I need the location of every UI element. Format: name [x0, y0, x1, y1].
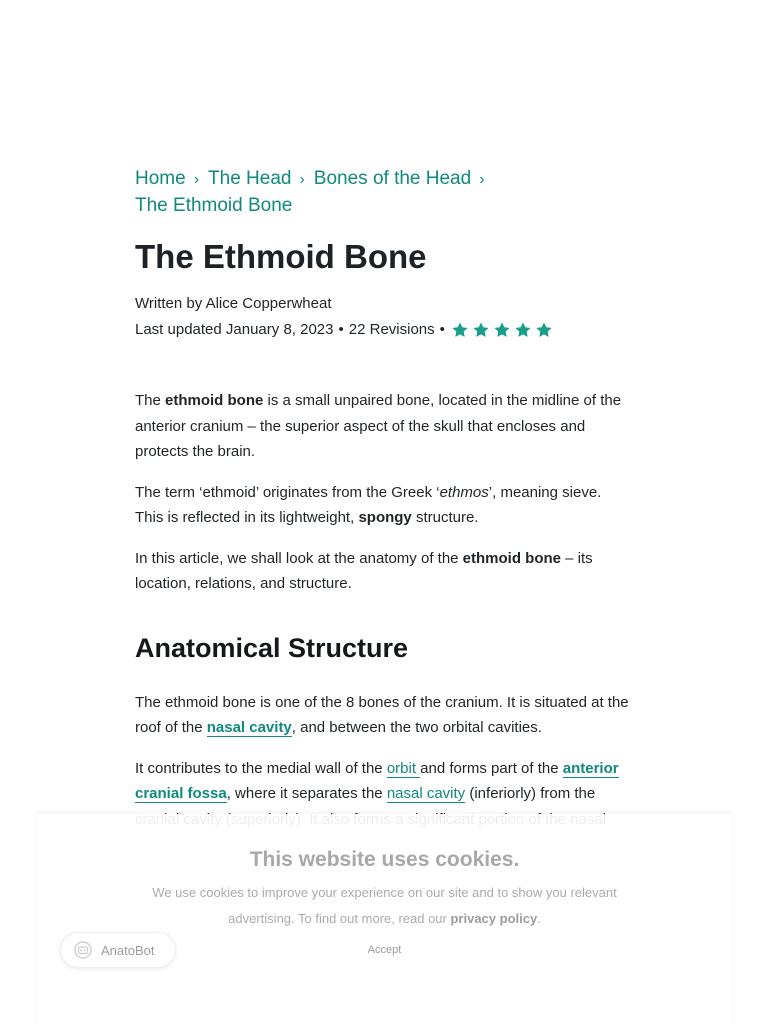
breadcrumb-current[interactable]: The Ethmoid Bone [135, 195, 293, 216]
article-body [135, 388, 633, 832]
intro-paragraph: The ethmoid bone is a small unpaired bone, located in the midline of the anterior cranium – the superior aspect of the skull that encloses and protects the brain. [135, 392, 622, 460]
star-icon [451, 321, 469, 339]
chevron-right-icon: › [479, 171, 485, 188]
star-icon [535, 321, 553, 339]
overview-paragraph: In this article, we shall look at the anatomy of the ethmoid bone – its location, relations, and structure. [135, 549, 593, 592]
meta-separator: • [338, 321, 344, 338]
breadcrumb [135, 166, 633, 219]
breadcrumb-home[interactable]: Home [135, 168, 186, 189]
chevron-right-icon: › [299, 171, 305, 188]
section-heading: Anatomical Structure [135, 632, 409, 663]
chatbot-icon [73, 940, 93, 960]
article-meta [135, 317, 633, 343]
author-byline: Written by Alice Copperwheat [135, 295, 332, 312]
anterior-cranial-fossa-link[interactable]: anterior cranial fossa [135, 759, 619, 802]
etymology-paragraph: The term ‘ethmoid’ originates from the Greek ‘ethmos’, meaning sieve. This is reflected in its lightweight, spongy structure. [135, 483, 602, 526]
breadcrumb-the-head[interactable]: The Head [208, 168, 292, 189]
breadcrumb-bones-of-the-head[interactable]: Bones of the Head [313, 168, 472, 189]
meta-separator: • [439, 321, 445, 338]
cookie-title: This website uses cookies. [249, 848, 520, 871]
page-title: The Ethmoid Bone [135, 238, 427, 275]
star-icon [493, 321, 511, 339]
rating-stars [451, 321, 553, 339]
cookie-text: We use cookies to improve your experience on our site and to show you relevant advertising. To find out more, read our privacy policy. [152, 885, 617, 926]
accept-cookies-button[interactable]: Accept [367, 944, 402, 956]
orbit-link[interactable]: orbit [386, 759, 421, 777]
anatobot-label: AnatoBot [101, 942, 155, 958]
nasal-cavity-link-2[interactable]: nasal cavity [386, 785, 466, 802]
star-icon [472, 321, 490, 339]
cookie-banner [37, 814, 732, 1024]
anatobot-button[interactable] [60, 932, 176, 968]
chevron-right-icon: › [193, 171, 200, 188]
structure-paragraph-1: The ethmoid bone is one of the 8 bones of the cranium. It is situated at the roof of the nasal cavity, and between the two orbital cavities. [135, 693, 629, 736]
structure-paragraph-2: It contributes to the medial wall of the orbit and forms part of the anterior cranial fossa, where it separates the nasal cavity (inferiorly) from the [135, 759, 619, 802]
nasal-cavity-link[interactable]: nasal cavity [206, 719, 292, 736]
privacy-policy-link[interactable]: privacy policy [450, 911, 538, 926]
main-content [135, 166, 633, 847]
star-icon [514, 321, 532, 339]
last-updated: Last updated January 8, 2023 [135, 321, 334, 338]
revisions-count: 22 Revisions [348, 321, 435, 338]
